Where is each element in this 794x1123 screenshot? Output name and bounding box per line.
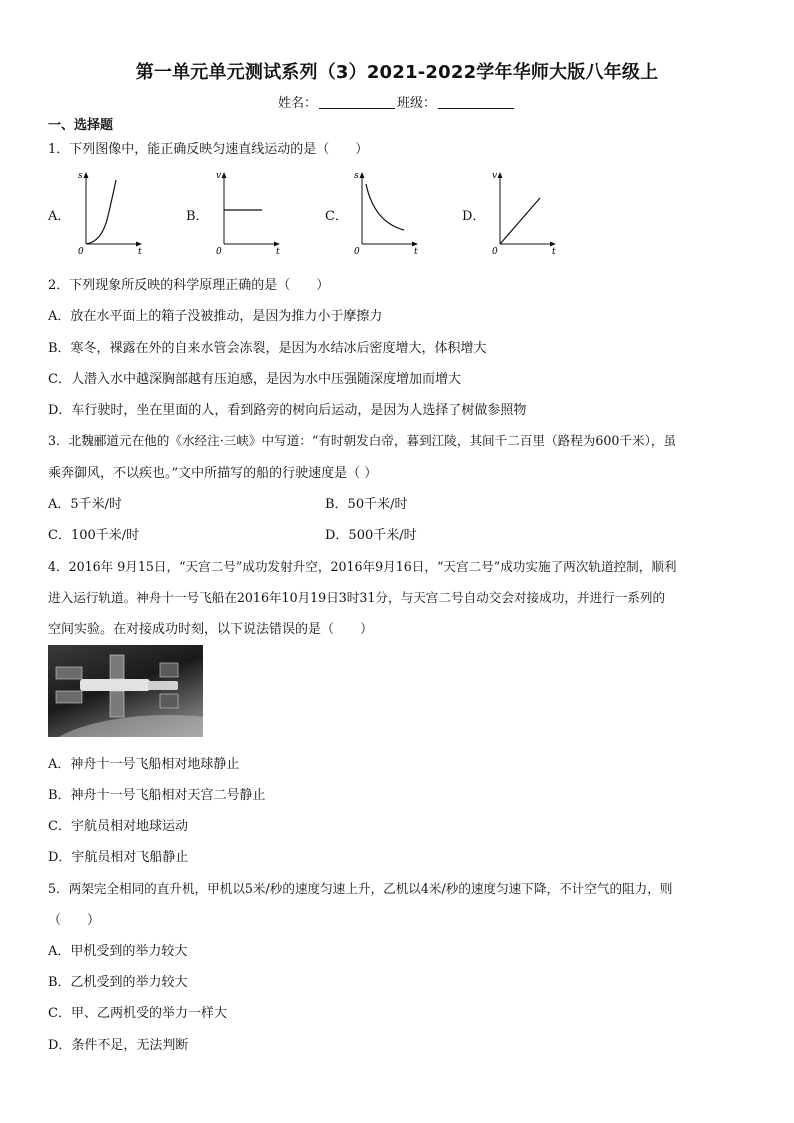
x-arrow [274,242,280,247]
solar-panel [160,694,178,708]
solar-panel [110,655,124,679]
q2-option-a: A．放在水平面上的箱子没被推动，是因为推力小于摩擦力 [48,309,383,324]
q1-option-d-label: D． [462,209,486,224]
x-axis-label: t [552,247,556,257]
q4-stem-line3: 空间实验。在对接成功时刻，以下说法错误的是（ ） [48,622,374,637]
class-blank[interactable] [438,96,514,109]
q3-option-a: A．5千米/时 [48,497,123,512]
origin-label: 0 [216,247,222,257]
q4-stem-line2: 进入运行轨道。神舟十一号飞船在2016年10月19日3时31分，与天宫二号自动交会对接成功，并进行一系列的 [48,590,666,605]
y-arrow [222,172,227,178]
q3-option-b: B．50千米/时 [325,497,408,512]
origin-label: 0 [492,247,498,257]
q2-stem: 2．下列现象所反映的科学原理正确的是（ ） [48,278,330,293]
solar-panel [56,691,82,703]
q4-stem-line1: 4．2016年 9月15日，“天宫二号”成功发射升空，2016年9月16日，“天宫二号”成功实施了两次轨道控制，顺利 [48,559,677,574]
q4-option-d: D．宇航员相对飞船静止 [48,850,189,865]
q2-option-c: C．人潜入水中越深胸部越有压迫感，是因为水中压强随深度增加而增大 [48,372,461,387]
q1-graph-a [76,171,146,257]
origin-label: 0 [78,247,84,257]
q5-stem-line1: 5．两架完全相同的直升机，甲机以5米/秒的速度匀速上升，乙机以4米/秒的速度匀速下降，不计空气的阻力，则 [48,881,673,896]
q1-graph-b [214,171,284,257]
x-arrow [412,242,418,247]
name-label: 姓名： [277,96,317,111]
y-arrow [498,172,503,178]
q3-stem-line1: 3．北魏郦道元在他的《水经注·三峡》中写道：“有时朝发白帝，暮到江陵，其间千二百里（路程为600千米），虽 [48,433,677,448]
q1-stem: 1．下列图像中，能正确反映匀速直线运动的是（ ） [48,142,369,157]
section-title: 一、选择题 [48,118,114,133]
q3-option-c: C．100千米/时 [48,528,140,543]
q5-option-d: D．条件不足，无法判断 [48,1038,189,1053]
x-axis-label: t [276,247,280,257]
q1-graph-d [490,171,560,257]
class-label: 班级： [397,96,437,111]
name-blank[interactable] [319,96,395,109]
q5-option-a: A．甲机受到的举力较大 [48,944,188,959]
x-arrow [550,242,556,247]
solar-panel [160,663,178,677]
earth-horizon [48,715,203,737]
q3-stem-line2: 乘奔御风，不以疾也。”文中所描写的船的行驶速度是（ ） [48,466,378,481]
q5-option-c: C．甲、乙两机受的举力一样大 [48,1006,227,1021]
x-arrow [136,242,142,247]
q2-option-b: B．寒冬，裸露在外的自来水管会冻裂，是因为水结冰后密度增大，体积增大 [48,341,487,356]
y-axis-label: s [78,171,83,181]
solar-panel [56,667,82,679]
q2-option-d: D．车行驶时，坐在里面的人，看到路旁的树向后运动，是因为人选择了树做参照物 [48,403,527,418]
q5-option-b: B．乙机受到的举力较大 [48,975,188,990]
q4-option-b: B．神舟十一号飞船相对天宫二号静止 [48,788,266,803]
q3-option-d: D．500千米/时 [325,528,417,543]
q5-stem-line2: （ ） [48,913,101,928]
curve [86,180,116,244]
q1-graph-c [352,171,422,257]
q4-option-a: A．神舟十一号飞船相对地球静止 [48,757,240,772]
space-station-illustration [48,645,203,737]
curve [366,184,404,230]
q1-option-c-label: C． [325,209,348,224]
y-axis-label: s [354,171,359,181]
y-arrow [84,172,89,178]
name-class-line [0,92,794,111]
y-axis-label: v [216,171,222,181]
solar-panel [110,691,124,717]
origin-label: 0 [354,247,360,257]
q1-option-b-label: B． [186,209,209,224]
spacecraft-module [148,681,178,690]
q1-option-a-label: A． [48,209,71,224]
y-axis-label: v [492,171,498,181]
space-station-photo [48,645,203,737]
x-axis-label: t [138,247,142,257]
x-axis-label: t [414,247,418,257]
q4-option-c: C．宇航员相对地球运动 [48,819,188,834]
y-arrow [360,172,365,178]
exam-title: 第一单元单元测试系列（3）2021-2022学年华师大版八年级上 [135,62,659,83]
station-module [80,679,150,691]
curve [500,198,540,244]
